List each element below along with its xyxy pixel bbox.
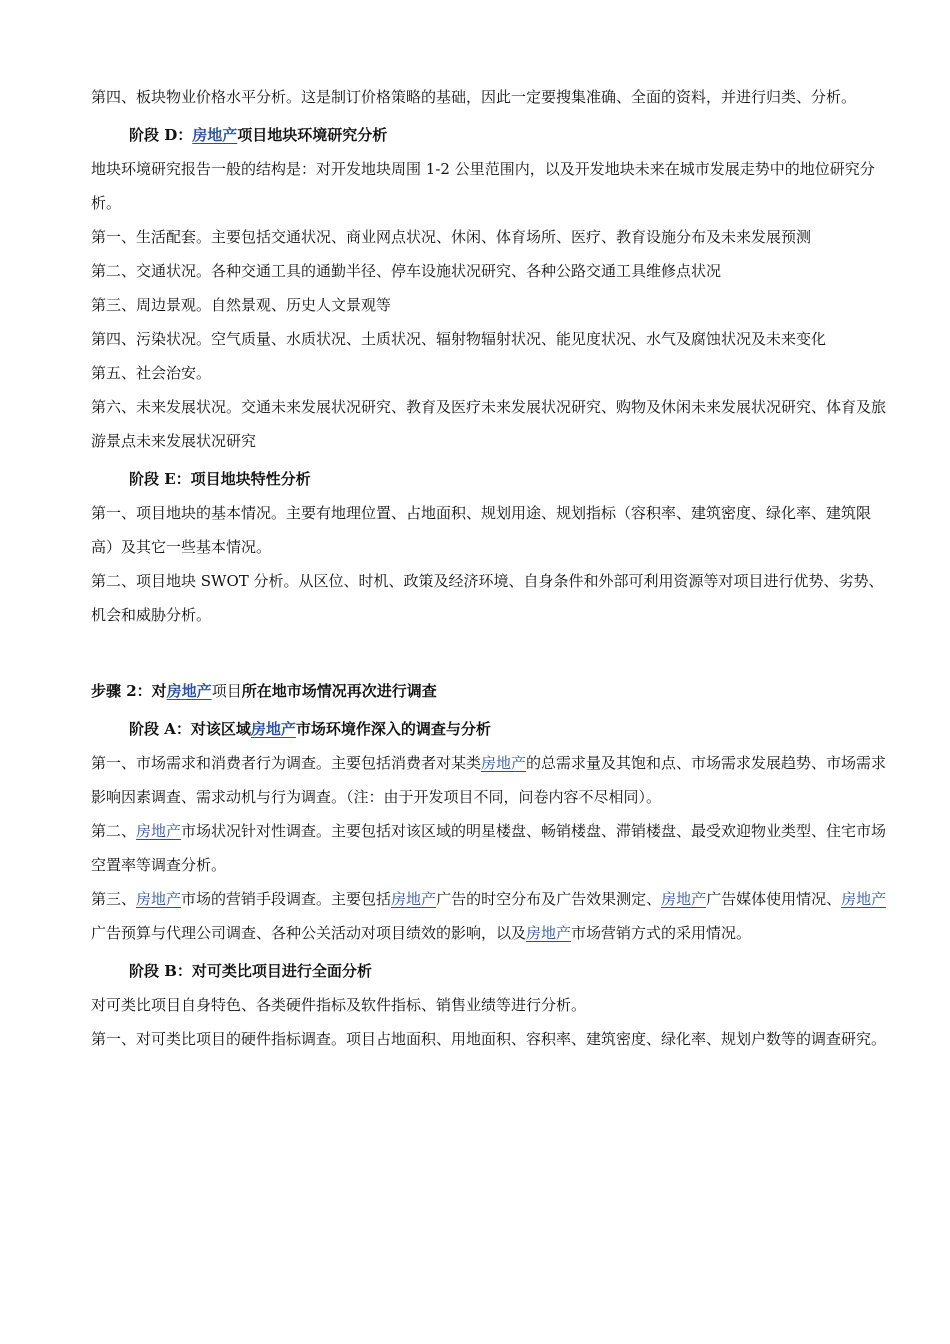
link-real-estate[interactable]: 房地产 (526, 924, 572, 942)
paragraph-stage-d-item-4: 第四、污染状况。空气质量、水质状况、土质状况、辐射物辐射状况、能见度状况、水气及腐蚀状况及未来变化 (91, 330, 827, 348)
paragraph-stage-b-intro: 对可类比项目自身特色、各类硬件指标及软件指标、销售业绩等进行分析。 (91, 996, 587, 1014)
paragraph-stage-d-item-6: 第六、未来发展状况。交通未来发展状况研究、教育及医疗未来发展状况研究、购物及休闲未来发展状况研究、体育及旅游景点未来发展状况研究 (91, 398, 887, 450)
text-segment: 广告媒体使用情况、 (706, 890, 842, 908)
paragraph-stage-a-item-3 (91, 882, 891, 950)
heading-step-2 (91, 674, 891, 708)
text-segment: 市场状况针对性调查。主要包括对该区域的明星楼盘、畅销楼盘、滞销楼盘、最受欢迎物业类型、住宅市场空置率等调查分析。 (91, 822, 887, 874)
paragraph-stage-d-item-5: 第五、社会治安。 (91, 364, 212, 382)
text-segment: 第三、 (91, 890, 137, 908)
section-gap (91, 632, 891, 670)
paragraph-stage-e-item-2: 第二、项目地块 SWOT 分析。从区位、时机、政策及经济环境、自身条件和外部可利用资源等对项目进行优势、劣势、机会和威胁分析。 (91, 572, 884, 624)
link-real-estate[interactable]: 房地产 (136, 890, 182, 908)
link-real-estate[interactable]: 房地产 (192, 126, 238, 144)
link-real-estate[interactable]: 房地产 (661, 890, 707, 908)
paragraph-stage-d-item-2: 第二、交通状况。各种交通工具的通勤半径、停车设施状况研究、各种公路交通工具维修点状况 (91, 262, 722, 280)
paragraph-price-analysis: 第四、板块物业价格水平分析。这是制订价格策略的基础，因此一定要搜集准确、全面的资料，并进行归类、分析。 (91, 88, 857, 106)
heading-stage-d-prefix: 阶段 D： (129, 126, 193, 144)
link-real-estate[interactable]: 房地产 (136, 822, 182, 840)
link-real-estate[interactable]: 房地产 (250, 720, 296, 738)
heading-stage-d-suffix: 项目地块环境研究分析 (237, 126, 388, 144)
paragraph-stage-e-item-1: 第一、项目地块的基本情况。主要有地理位置、占地面积、规划用途、规划指标（容积率、建筑密度、绿化率、建筑限高）及其它一些基本情况。 (91, 504, 872, 556)
heading-stage-d (91, 118, 891, 152)
text-segment: 第二、 (91, 822, 137, 840)
document-page (91, 80, 891, 1056)
text-segment: 第一、市场需求和消费者行为调查。主要包括消费者对某类 (91, 754, 482, 772)
paragraph-stage-a-item-1 (91, 746, 891, 814)
text-segment: 的总需求量及其饱和点、市场需求发展趋势、市场需求影响因素调查、需求动机与行为调查。（注：由于开发项目不同，问卷内容不尽相同）。 (91, 754, 887, 806)
heading-stage-a-prefix: 阶段 A：对该区域 (129, 720, 251, 738)
link-real-estate[interactable]: 房地产 (481, 754, 527, 772)
heading-step-2-suffix: 所在地市场情况再次进行调查 (241, 682, 437, 700)
link-real-estate[interactable]: 房地产 (391, 890, 437, 908)
paragraph-stage-d-item-3: 第三、周边景观。自然景观、历史人文景观等 (91, 296, 392, 314)
heading-stage-a-suffix: 市场环境作深入的调查与分析 (295, 720, 491, 738)
paragraph-stage-a-item-2 (91, 814, 891, 882)
text-segment: 市场的营销手段调查。主要包括 (181, 890, 392, 908)
paragraph-stage-d-item-1: 第一、生活配套。主要包括交通状况、商业网点状况、休闲、体育场所、医疗、教育设施分布及未来发展预测 (91, 228, 812, 246)
heading-stage-b: 阶段 B：对可类比项目进行全面分析 (129, 962, 372, 980)
link-real-estate[interactable]: 房地产 (841, 890, 887, 908)
text-segment: 广告预算与代理公司调查、各种公关活动对项目绩效的影响，以及 (91, 924, 527, 942)
text-segment: 广告的时空分布及广告效果测定、 (436, 890, 662, 908)
heading-stage-e: 阶段 E：项目地块特性分析 (129, 470, 311, 488)
paragraph-stage-d-intro: 地块环境研究报告一般的结构是：对开发地块周围 1-2 公里范围内，以及开发地块未来在城市发展走势中的地位研究分析。 (91, 160, 875, 212)
link-real-estate[interactable]: 房地产 (166, 682, 212, 700)
heading-step-2-prefix: 步骤 2：对 (91, 682, 167, 700)
paragraph-stage-b-item-1: 第一、对可类比项目的硬件指标调查。项目占地面积、用地面积、容积率、建筑密度、绿化率、规划户数等的调查研究。 (91, 1030, 887, 1048)
text-segment: 市场营销方式的采用情况。 (571, 924, 752, 942)
heading-step-2-mid: 项目 (211, 682, 242, 700)
heading-stage-a (91, 712, 891, 746)
